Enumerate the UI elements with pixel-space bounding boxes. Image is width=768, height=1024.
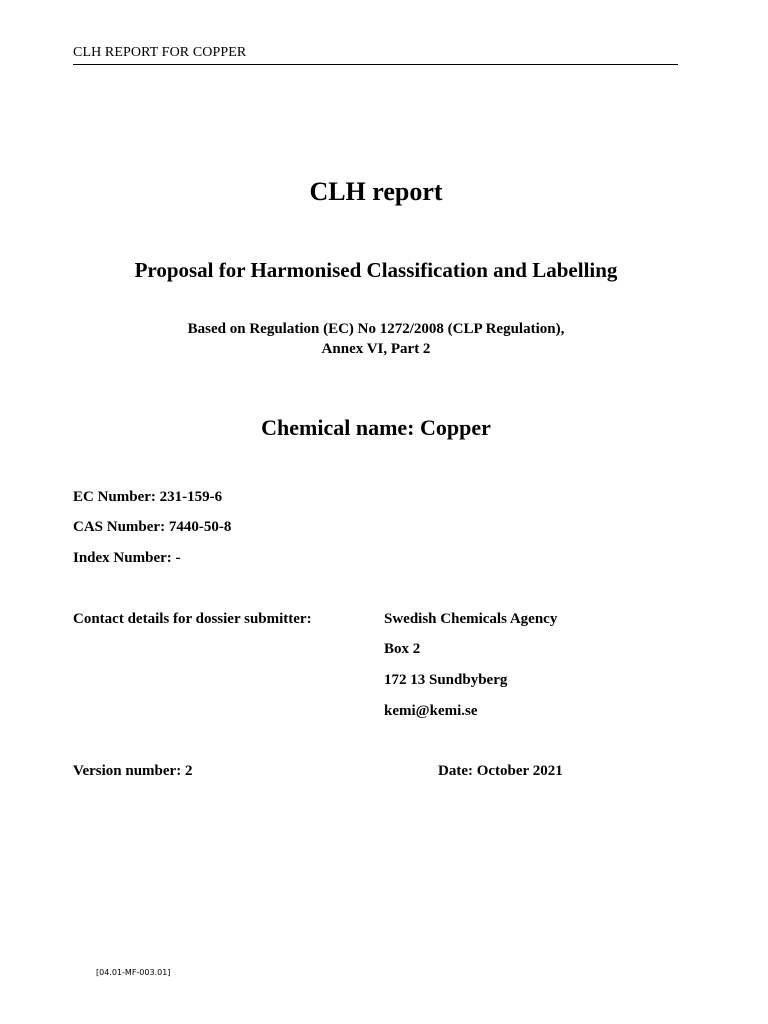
- cas-number: CAS Number: 7440-50-8: [73, 519, 232, 535]
- report-title: CLH report: [309, 177, 443, 206]
- document-code: [04.01-MF-003.01]: [96, 968, 171, 977]
- contact-address: 172 13 Sundbyberg: [384, 672, 508, 688]
- index-number: Index Number: -: [73, 550, 181, 566]
- regulation-line-2: Annex VI, Part 2: [321, 341, 431, 357]
- regulation-reference: [0, 319, 752, 359]
- contact-label: Contact details for dossier submitter:: [73, 611, 312, 627]
- ec-number: EC Number: 231-159-6: [73, 489, 223, 505]
- report-subtitle: Proposal for Harmonised Classification and Labelling: [134, 258, 618, 282]
- contact-box: Box 2: [384, 641, 421, 657]
- contact-agency: Swedish Chemicals Agency: [384, 611, 558, 627]
- version-number: Version number: 2: [73, 763, 193, 779]
- running-header: CLH REPORT FOR COPPER: [73, 44, 678, 65]
- chemical-name: Chemical name: Copper: [261, 415, 491, 440]
- regulation-line-1: Based on Regulation (EC) No 1272/2008 (CLP Regulation),: [187, 321, 565, 337]
- report-date: Date: October 2021: [438, 763, 563, 779]
- contact-email: kemi@kemi.se: [384, 703, 478, 719]
